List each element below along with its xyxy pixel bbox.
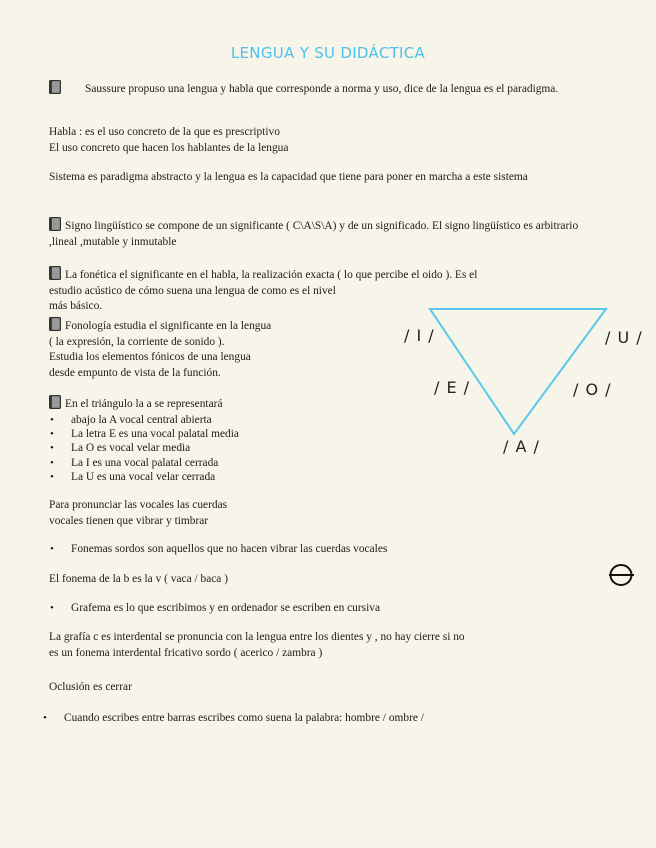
list-item: • Cuando escribes entre barras escribes como suena la palabra: hombre / ombre / [42, 711, 608, 727]
grafia-c-line-2: es un fonema interdental fricativo sordo ( acerico / zambra ) [49, 646, 323, 659]
list-item: • Fonemas sordos son aquellos que no hacen vibrar las cuerdas vocales [49, 542, 615, 558]
sistema-text: Sistema es paradigma abstracto y la lengua es la capacidad que tiene para poner en marcha a este sistema [49, 171, 528, 183]
vowel-label-u: / U / [605, 328, 643, 347]
list-item: • La O es vocal velar media [49, 441, 369, 455]
vowel-label-a: / A / [503, 437, 540, 456]
habla-block [49, 125, 615, 156]
notebook-icon [49, 317, 61, 331]
sistema-paragraph [49, 170, 615, 186]
fonologia-line-4: desde empunto de vista de la función. [49, 366, 221, 379]
fonetica-line-3: más básico. [49, 300, 103, 312]
fonologia-paragraph [49, 317, 369, 381]
page-title: LENGUA Y SU DIDÁCTICA [230, 44, 426, 62]
fonetica-line-2: estudio acústico de cómo suena una lengua de como es el nivel [49, 284, 336, 297]
fonema-bv-text: El fonema de la b es la v ( vaca / baca ) [49, 573, 228, 585]
vowel-triangle [428, 302, 612, 438]
list-item: • La U es una vocal velar cerrada [49, 470, 369, 484]
notebook-icon [49, 80, 61, 94]
vowel-triangle-outline [430, 309, 606, 434]
notebook-icon [49, 217, 61, 231]
pronunciar-line-1: Para pronunciar las vocales las cuerdas [49, 499, 228, 511]
grafema-block [49, 601, 615, 617]
notebook-icon [49, 266, 61, 280]
oclusion-paragraph [49, 680, 449, 696]
theta-symbol-icon [608, 562, 636, 588]
habla-line-2: El uso concreto que hacen los hablantes de la lengua [49, 141, 289, 154]
fonologia-line-3: Estudia los elementos fónicos de una lengua [49, 351, 251, 363]
triangulo-intro: En el triángulo la a se representará [65, 398, 223, 410]
triangulo-list [49, 413, 369, 485]
fonemas-sordos-block [49, 542, 615, 558]
notebook-icon [49, 395, 61, 409]
vowel-label-e: / E / [434, 378, 471, 397]
oclusion-text: Oclusión es cerrar [49, 681, 132, 693]
vowel-label-o: / O / [573, 380, 612, 399]
pronunciar-paragraph [49, 498, 369, 529]
list-item: • La letra E es una vocal palatal media [49, 427, 369, 441]
list-item: • Grafema es lo que escribimos y en ordenador se escriben en cursiva [49, 601, 615, 617]
habla-line-1: Habla : es el uso concreto de la que es prescriptivo [49, 126, 280, 138]
fonetica-line-1: La fonética el significante en el habla, la realización exacta ( lo que percibe el oido ). Es el [65, 269, 478, 281]
saussure-text: Saussure propuso una lengua y habla que corresponde a norma y uso, dice de la lengua es el paradigma. [85, 83, 559, 95]
grafia-c-line-1: La grafía c es interdental se pronuncia con la lengua entre los dientes y , no hay cierre si no [49, 631, 465, 643]
pronunciar-line-2: vocales tienen que vibrar y timbrar [49, 514, 209, 527]
list-item: • abajo la A vocal central abierta [49, 413, 369, 427]
signo-text: Signo lingüístico se compone de un significante ( C\A\S\A) y de un significado. El signo lingüístico es arbitrario ,lineal ,mutable y inmutable [49, 220, 579, 248]
triangulo-block [49, 395, 369, 485]
signo-paragraph [49, 217, 609, 250]
fonologia-line-2: ( la expresión, la corriente de sonido ). [49, 335, 225, 348]
barras-block [42, 711, 608, 727]
grafia-c-paragraph [49, 630, 615, 661]
vowel-label-i: / I / [404, 326, 435, 345]
list-item: • La I es una vocal palatal cerrada [49, 456, 369, 470]
saussure-paragraph [49, 80, 615, 98]
fonema-bv-paragraph [49, 572, 549, 588]
fonologia-line-1: Fonología estudia el significante en la lengua [65, 320, 272, 332]
